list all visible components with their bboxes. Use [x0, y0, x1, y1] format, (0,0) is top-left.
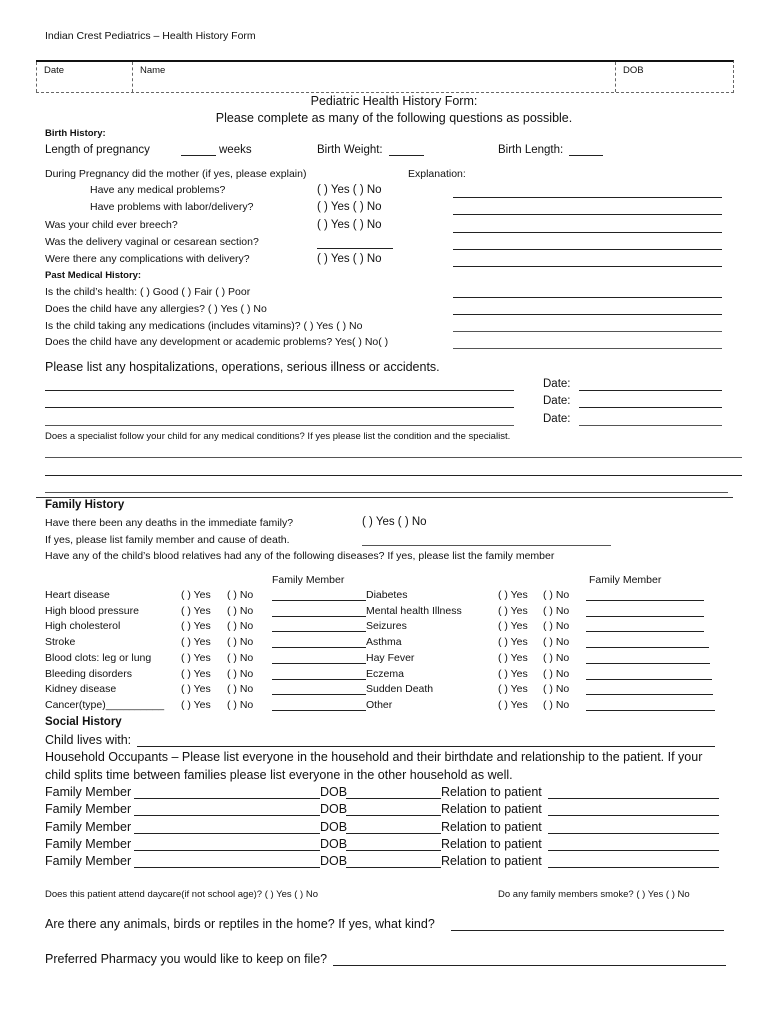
- disease-right-yes[interactable]: ( ) Yes: [498, 589, 528, 601]
- lives-with-input[interactable]: [137, 746, 715, 747]
- disease-label-right: Asthma: [366, 636, 402, 649]
- birth-weight-label: Birth Weight:: [317, 144, 383, 156]
- family-member-label: Family Member: [45, 836, 132, 851]
- disease-right-no[interactable]: ( ) No: [543, 636, 570, 649]
- disease-left-yes[interactable]: ( ) Yes: [181, 589, 211, 601]
- disease-left-no[interactable]: ( ) No: [227, 667, 254, 680]
- hospitalization-date-label-3: Date:: [543, 413, 571, 425]
- family-member-input[interactable]: [134, 867, 320, 868]
- question-complications: Were there any complications with delivery?: [45, 253, 250, 265]
- specialist-input-1[interactable]: [45, 457, 742, 458]
- disease-label-right: Seizures: [366, 620, 407, 633]
- disease-label-left: Bleeding disorders: [45, 667, 132, 680]
- relation-label: Relation to patient: [441, 854, 542, 869]
- member-dob-label: DOB: [320, 785, 348, 799]
- patient-header-table: [36, 60, 734, 93]
- disease-left-yes[interactable]: ( ) Yes: [181, 698, 211, 711]
- question-delivery-type: Was the delivery vaginal or cesarean section?: [45, 236, 259, 248]
- delivery-type-input[interactable]: [317, 248, 393, 249]
- disease-right-yes[interactable]: ( ) Yes: [498, 604, 528, 617]
- hospitalization-date-input-3[interactable]: [579, 425, 722, 426]
- past-medical-input-1[interactable]: [453, 297, 722, 298]
- question-medications[interactable]: Is the child taking any medications (includes vitamins)? ( ) Yes ( ) No: [45, 320, 363, 332]
- date-field[interactable]: [36, 62, 132, 92]
- disease-left-family-member-input[interactable]: [272, 679, 366, 680]
- disease-label-right: Mental health Illness: [366, 604, 462, 617]
- past-medical-input-2[interactable]: [453, 314, 722, 315]
- explanation-label: Explanation:: [408, 168, 466, 180]
- hospitalization-input-2[interactable]: [45, 407, 514, 408]
- pharmacy-question: Preferred Pharmacy you would like to keep on file?: [45, 952, 328, 966]
- disease-left-family-member-input[interactable]: [272, 694, 366, 695]
- disease-left-no[interactable]: ( ) No: [227, 636, 254, 649]
- member-dob-label: DOB: [320, 819, 348, 834]
- disease-label-left: High blood pressure: [45, 604, 139, 617]
- pregnancy-intro: During Pregnancy did the mother (if yes, please explain): [45, 168, 307, 180]
- disease-label-left: High cholesterol: [45, 620, 121, 633]
- hospitalization-date-label-1: Date:: [543, 378, 571, 390]
- explanation-input-5[interactable]: [453, 266, 722, 267]
- hospitalization-date-label-2: Date:: [543, 395, 571, 407]
- weeks-label: weeks: [219, 144, 252, 156]
- hospitalizations-prompt: Please list any hospitalizations, operations, serious illness or accidents.: [45, 360, 440, 374]
- family-member-input[interactable]: [134, 833, 320, 834]
- social-history-heading: Social History: [45, 716, 122, 728]
- disease-right-yes[interactable]: ( ) Yes: [498, 698, 528, 711]
- breech-yes-no[interactable]: ( ) Yes ( ) No: [317, 219, 382, 231]
- explanation-input-2[interactable]: [453, 214, 722, 215]
- relation-input[interactable]: [548, 833, 719, 834]
- question-allergies[interactable]: Does the child have any allergies? ( ) Yes ( ) No: [45, 303, 267, 315]
- labor-problems-yes-no[interactable]: ( ) Yes ( ) No: [317, 201, 382, 213]
- question-development[interactable]: Does the child have any development or academic problems? Yes( ) No( ): [45, 336, 389, 348]
- disease-left-family-member-input[interactable]: [272, 631, 366, 632]
- family-member-label: Family Member: [45, 785, 132, 799]
- dob-field[interactable]: [615, 62, 733, 92]
- family-member-label: Family Member: [45, 819, 132, 834]
- relation-label: Relation to patient: [441, 802, 542, 817]
- disease-right-family-member-input[interactable]: [586, 616, 704, 617]
- animals-input[interactable]: [451, 930, 724, 931]
- member-dob-label: DOB: [320, 836, 348, 851]
- past-medical-heading: Past Medical History:: [45, 270, 142, 281]
- disease-label-left: Heart disease: [45, 589, 110, 601]
- name-label: Name: [140, 65, 166, 76]
- disease-label-right: Diabetes: [366, 589, 408, 601]
- birth-length-label: Birth Length:: [498, 144, 564, 156]
- hospitalization-date-input-2[interactable]: [579, 407, 722, 408]
- disease-label-left: Cancer(type)__________: [45, 698, 165, 711]
- specialist-input-2[interactable]: [45, 475, 742, 476]
- complications-yes-no[interactable]: ( ) Yes ( ) No: [317, 253, 382, 265]
- disease-left-no[interactable]: ( ) No: [227, 604, 254, 617]
- pregnancy-weeks-input[interactable]: [181, 155, 216, 156]
- disease-right-yes[interactable]: ( ) Yes: [498, 651, 528, 664]
- family-member-input[interactable]: [134, 850, 320, 851]
- disease-right-yes[interactable]: ( ) Yes: [498, 636, 528, 649]
- disease-right-family-member-input[interactable]: [586, 694, 713, 695]
- question-breech: Was your child ever breech?: [45, 219, 178, 231]
- form-subtitle: Please complete as many of the following questions as possible.: [215, 111, 573, 125]
- disease-left-family-member-input[interactable]: [272, 663, 366, 664]
- disease-left-family-member-input[interactable]: [272, 647, 366, 648]
- disease-left-no[interactable]: ( ) No: [227, 589, 254, 601]
- question-child-health[interactable]: Is the child’s health: ( ) Good ( ) Fair ( ) Poor: [45, 286, 251, 298]
- hospitalization-input-3[interactable]: [45, 425, 514, 426]
- pharmacy-input[interactable]: [333, 965, 726, 966]
- past-medical-input-4[interactable]: [453, 348, 722, 349]
- explanation-input-1[interactable]: [453, 197, 722, 198]
- specialist-prompt: Does a specialist follow your child for any medical conditions? If yes please list the condition and the specialist.: [45, 431, 511, 442]
- disease-label-left: Blood clots: leg or lung: [45, 651, 152, 664]
- form-title: Pediatric Health History Form:: [310, 94, 478, 108]
- relation-label: Relation to patient: [441, 836, 542, 851]
- daycare-question[interactable]: Does this patient attend daycare(if not school age)? ( ) Yes ( ) No: [45, 889, 319, 900]
- document-title: Indian Crest Pediatrics – Health History Form: [45, 30, 256, 42]
- family-member-input[interactable]: [134, 815, 320, 816]
- member-dob-label: DOB: [320, 802, 348, 817]
- relation-label: Relation to patient: [441, 819, 542, 834]
- disease-right-family-member-input[interactable]: [586, 710, 715, 711]
- relation-input[interactable]: [548, 815, 719, 816]
- deaths-followup: If yes, please list family member and cause of death.: [45, 534, 290, 546]
- disease-right-no[interactable]: ( ) No: [543, 683, 570, 696]
- disease-label-right: Hay Fever: [366, 651, 415, 664]
- relatives-question: Have any of the child’s blood relatives had any of the following diseases? If yes, please list the family member: [45, 550, 555, 562]
- deaths-question: Have there been any deaths in the immediate family?: [45, 517, 294, 529]
- specialist-input-3[interactable]: [45, 492, 728, 493]
- lives-with-label: Child lives with:: [45, 733, 132, 747]
- disease-left-yes[interactable]: ( ) Yes: [181, 620, 211, 633]
- member-dob-label: DOB: [320, 854, 348, 869]
- relation-label: Relation to patient: [441, 785, 542, 799]
- disease-left-yes[interactable]: ( ) Yes: [181, 604, 211, 617]
- family-history-heading: Family History: [45, 499, 125, 511]
- section-divider: [36, 497, 733, 498]
- family-member-col-right: Family Member: [589, 574, 662, 586]
- disease-right-no[interactable]: ( ) No: [543, 667, 570, 680]
- member-dob-input[interactable]: [346, 850, 441, 851]
- medical-problems-yes-no[interactable]: ( ) Yes ( ) No: [317, 184, 382, 196]
- disease-right-no[interactable]: ( ) No: [543, 589, 570, 601]
- disease-label-right: Sudden Death: [366, 683, 434, 696]
- relation-input[interactable]: [548, 798, 719, 799]
- family-member-label: Family Member: [45, 854, 132, 869]
- disease-label-right: Eczema: [366, 667, 404, 680]
- household-text-2: child splits time between families please list everyone in the other household as well.: [45, 768, 513, 782]
- disease-left-yes[interactable]: ( ) Yes: [181, 683, 211, 696]
- disease-right-family-member-input[interactable]: [586, 631, 704, 632]
- birth-history-heading: Birth History:: [45, 128, 106, 139]
- disease-right-family-member-input[interactable]: [586, 647, 709, 648]
- disease-left-no[interactable]: ( ) No: [227, 683, 254, 696]
- disease-left-no[interactable]: ( ) No: [227, 651, 254, 664]
- birth-length-input[interactable]: [569, 155, 603, 156]
- disease-left-yes[interactable]: ( ) Yes: [181, 636, 211, 649]
- birth-weight-input[interactable]: [389, 155, 424, 156]
- past-medical-input-3[interactable]: [453, 331, 722, 332]
- disease-left-yes[interactable]: ( ) Yes: [181, 667, 211, 680]
- disease-right-no[interactable]: ( ) No: [543, 604, 570, 617]
- disease-right-yes[interactable]: ( ) Yes: [498, 620, 528, 633]
- explanation-input-3[interactable]: [453, 232, 722, 233]
- question-medical-problems: Have any medical problems?: [90, 184, 226, 196]
- member-dob-input[interactable]: [346, 833, 441, 834]
- disease-right-no[interactable]: ( ) No: [543, 651, 570, 664]
- member-dob-input[interactable]: [346, 867, 441, 868]
- date-label: Date: [44, 65, 65, 76]
- disease-right-no[interactable]: ( ) No: [543, 620, 570, 633]
- disease-left-family-member-input[interactable]: [272, 710, 366, 711]
- disease-right-no[interactable]: ( ) No: [543, 698, 570, 711]
- disease-label-right: Other: [366, 698, 393, 711]
- household-text-1: Household Occupants – Please list everyone in the household and their birthdate and relationship to the patient. If your: [45, 750, 703, 764]
- smoke-question[interactable]: Do any family members smoke? ( ) Yes ( ) No: [498, 889, 690, 900]
- disease-left-no[interactable]: ( ) No: [227, 620, 254, 633]
- disease-right-family-member-input[interactable]: [586, 663, 710, 664]
- member-dob-input[interactable]: [346, 798, 441, 799]
- family-member-input[interactable]: [134, 798, 320, 799]
- hospitalization-input-1[interactable]: [45, 390, 514, 391]
- disease-label-left: Stroke: [45, 636, 76, 649]
- deaths-yes-no[interactable]: ( ) Yes ( ) No: [362, 516, 427, 528]
- question-labor-problems: Have problems with labor/delivery?: [90, 201, 254, 213]
- disease-right-yes[interactable]: ( ) Yes: [498, 667, 528, 680]
- disease-right-yes[interactable]: ( ) Yes: [498, 683, 528, 696]
- relation-input[interactable]: [548, 850, 719, 851]
- name-field[interactable]: [132, 62, 615, 92]
- family-member-col-left: Family Member: [272, 574, 345, 586]
- member-dob-input[interactable]: [346, 815, 441, 816]
- disease-right-family-member-input[interactable]: [586, 600, 704, 601]
- disease-left-family-member-input[interactable]: [272, 600, 366, 601]
- explanation-input-4[interactable]: [453, 249, 722, 250]
- disease-left-yes[interactable]: ( ) Yes: [181, 651, 211, 664]
- relation-input[interactable]: [548, 867, 719, 868]
- hospitalization-date-input-1[interactable]: [579, 390, 722, 391]
- deaths-input[interactable]: [362, 545, 611, 546]
- disease-left-no[interactable]: ( ) No: [227, 698, 254, 711]
- disease-label-left: Kidney disease: [45, 683, 117, 696]
- disease-left-family-member-input[interactable]: [272, 616, 366, 617]
- dob-label: DOB: [623, 65, 644, 76]
- pregnancy-length-label: Length of pregnancy: [45, 144, 150, 156]
- animals-question: Are there any animals, birds or reptiles in the home? If yes, what kind?: [45, 917, 435, 931]
- disease-right-family-member-input[interactable]: [586, 679, 712, 680]
- family-member-label: Family Member: [45, 802, 132, 817]
